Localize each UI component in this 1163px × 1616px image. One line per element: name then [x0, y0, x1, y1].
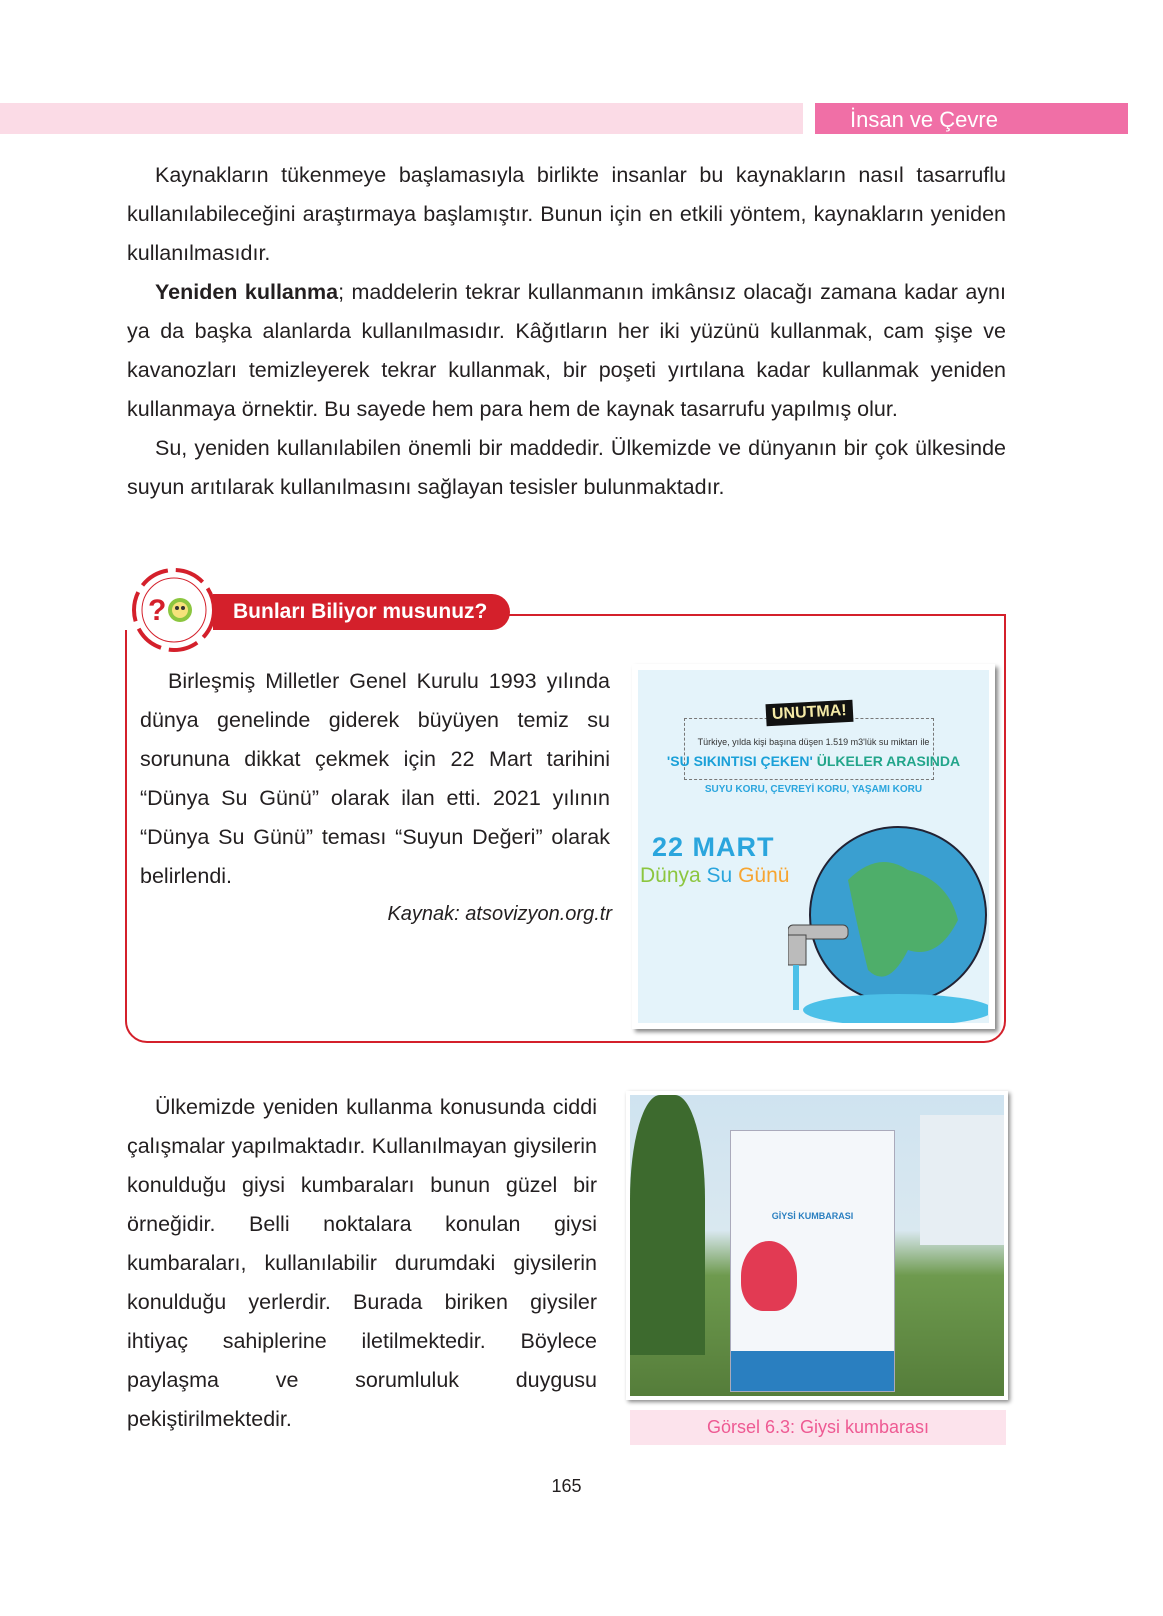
- poster-word-2: Su: [706, 864, 733, 887]
- page-number: 165: [551, 1476, 582, 1496]
- poster-line-2a: 'SU SIKINTISI ÇEKEN': [666, 753, 813, 769]
- question-mascot-icon: [130, 566, 218, 654]
- paragraph-2: [127, 273, 1006, 429]
- poster-word-1: Dünya: [640, 864, 701, 887]
- heart-icon: [741, 1241, 797, 1311]
- bin-label: GİYSİ KUMBARASI: [771, 1211, 854, 1221]
- poster-dashed-frame: [684, 718, 934, 780]
- header-band: [0, 103, 803, 134]
- poster-title: [640, 864, 789, 888]
- info-box-title: Bunları Biliyor musunuz?: [213, 594, 510, 630]
- clothing-bin-photo: [626, 1091, 1008, 1400]
- bin-base: [731, 1351, 894, 1391]
- clothing-bin: [730, 1130, 895, 1392]
- info-box-text: [140, 662, 610, 896]
- poster-date: 22 MART: [652, 832, 775, 862]
- chapter-title: İnsan ve Çevre: [815, 103, 1128, 134]
- poster-badge: UNUTMA!: [765, 700, 853, 727]
- term-bold: Yeniden kullanma: [155, 280, 339, 304]
- tree: [630, 1095, 705, 1355]
- figure-caption: Görsel 6.3: Giysi kumbarası: [630, 1410, 1006, 1445]
- clothing-bank-text: [127, 1088, 597, 1439]
- paragraph-3: Su, yeniden kullanılabilen önemli bir maddedir. Ülkemizde ve dünyanın bir çok ülkesinde suyun arıtılarak kullanılmasını sağlayan tesisler bulunmaktadır.: [127, 436, 1006, 499]
- building: [920, 1115, 1004, 1245]
- definition-text: ; maddelerin tekrar kullanmanın imkânsız olacağı zamana kadar aynı ya da başka alanlarda kullanılmasıdır. Kâğıtların her iki yüzünü kullanmak, cam şişe ve kavanozları temizleyerek tekrar kullanmak, bir poşeti yırtılana kadar kullanmak yeniden kullanmaya örnektir. Bu sayede hem para hem de kaynak tasarrufu yapılmış olur.: [127, 280, 1006, 421]
- paragraph-4: Ülkemizde yeniden kullanma konusunda ciddi çalışmalar yapılmaktadır. Kullanılmayan giysilerin konulduğu giysi kumbaraları bunun güzel bir örneğidir. Belli noktalara konulan giysi kumbaraları, kullanılabilir durumdaki giysilerin konulduğu yerlerdir. Burada biriken giysiler ihtiyaç sahiplerine iletilmektedir. Böylece paylaşma ve sorumluluk duygusu pekiştirilmektedir.: [127, 1095, 597, 1431]
- poster-word-3: Günü: [738, 864, 790, 887]
- paragraph-1: Kaynakların tükenmeye başlamasıyla birlikte insanlar bu kaynakların nasıl tasarruflu kullanılabileceğini araştırmaya başlamıştır. Bunun için en etkili yöntem, kaynakların yeniden kullanılmasıdır.: [127, 163, 1006, 265]
- source-citation: Kaynak: atsovizyon.org.tr: [387, 903, 612, 925]
- poster-line-2b: ÜLKELER ARASINDA: [812, 753, 961, 769]
- info-paragraph: Birleşmiş Milletler Genel Kurulu 1993 yılında dünya genelinde giderek büyüyen temiz su sorununa dikkat çekmek için 22 Mart tarihini “Dünya Su Günü” olarak ilan etti. 2021 yılının “Dünya Su Günü” teması “Suyun Değeri” olarak belirlendi.: [140, 669, 610, 888]
- poster-line-1: Türkiye, yılda kişi başına düşen 1.519 m3'lük su miktarı ile: [697, 737, 930, 747]
- poster-line-3: SUYU KORU, ÇEVREYİ KORU, YAŞAMI KORU: [704, 784, 923, 795]
- globe-tap-icon: [788, 820, 988, 1023]
- world-water-day-poster: [632, 664, 995, 1029]
- svg-text:?: ?: [148, 594, 167, 627]
- poster-line-2: [638, 753, 989, 769]
- intro-text: [127, 156, 1006, 507]
